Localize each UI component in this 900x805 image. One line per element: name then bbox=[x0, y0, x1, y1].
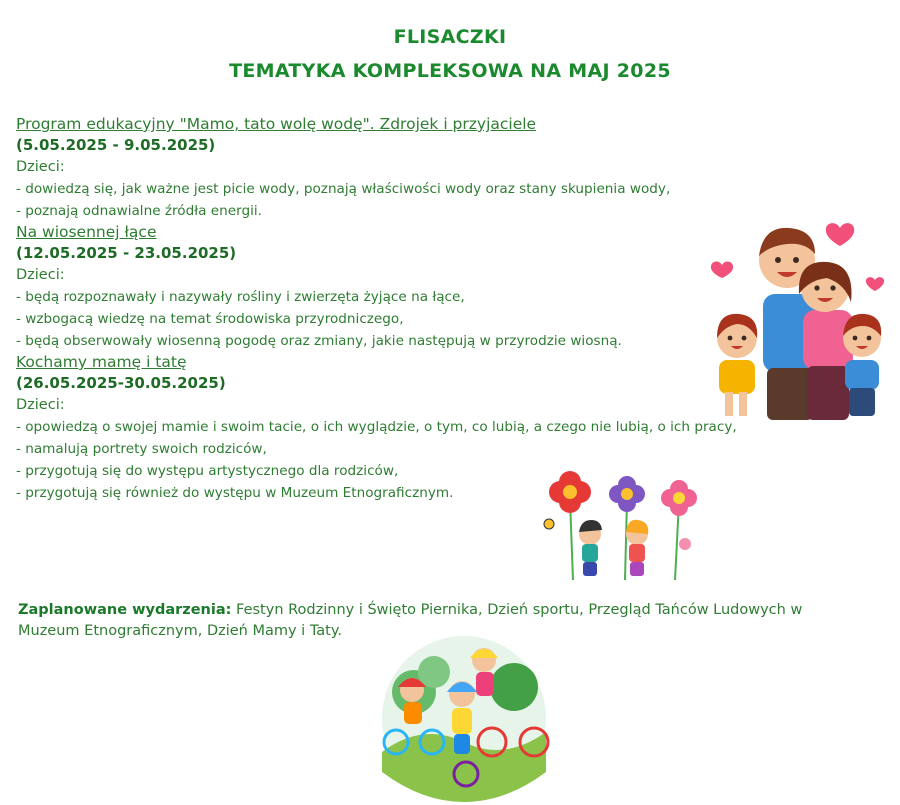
flower-icon bbox=[549, 471, 591, 513]
topic-item: - dowiedzą się, jak ważne jest picie wody, poznają właściwości wody oraz stany skupienia wody, bbox=[16, 181, 671, 197]
topic-item: - będą rozpoznawały i nazywały rośliny i zwierzęta żyjące na łące, bbox=[16, 289, 465, 305]
heart-icon bbox=[866, 277, 884, 291]
topic-label: Dzieci: bbox=[16, 159, 65, 175]
heart-icon bbox=[826, 223, 854, 246]
heart-icon bbox=[711, 261, 733, 278]
topic-dates: (5.05.2025 - 9.05.2025) bbox=[16, 136, 216, 154]
topic-item: - namalują portrety swoich rodziców, bbox=[16, 441, 267, 457]
topic-heading: Program edukacyjny "Mamo, tato wolę wodę". Zdrojek i przyjaciele bbox=[16, 115, 537, 133]
topic-heading: Kochamy mamę i tatę bbox=[16, 353, 187, 371]
topic-item: - będą obserwowały wiosenną pogodę oraz zmiany, jakie następują w przyrodzie wiosną. bbox=[16, 333, 622, 349]
topic-label: Dzieci: bbox=[16, 267, 65, 283]
events-label: Zaplanowane wydarzenia: bbox=[18, 602, 232, 618]
butterfly-icon bbox=[679, 538, 691, 550]
topic-item: - wzbogacą wiedzę na temat środowiska przyrodniczego, bbox=[16, 311, 404, 327]
bee-icon bbox=[544, 519, 554, 529]
flower-icon bbox=[609, 476, 645, 512]
topic-item: - opowiedzą o swojej mamie i swoim tacie, o ich wyglądzie, o tym, co lubią, a czego nie lubią, o ich pracy, bbox=[16, 419, 737, 435]
topic-dates: (12.05.2025 - 23.05.2025) bbox=[16, 244, 237, 262]
topic-dates: (26.05.2025-30.05.2025) bbox=[16, 374, 226, 392]
events-text: Festyn Rodzinny i Święto Piernika, Dzień sportu, Przegląd Tańców Ludowych w Muzeum Etnograficznym, Dzień Mamy i Taty. bbox=[18, 602, 803, 639]
page-subtitle: TEMATYKA KOMPLEKSOWA NA MAJ 2025 bbox=[229, 60, 671, 82]
topic-item: - przygotują się do występu artystycznego dla rodziców, bbox=[16, 463, 399, 479]
page-title: FLISACZKI bbox=[393, 26, 507, 48]
cycling-kids-illustration bbox=[374, 632, 554, 802]
flower-icon bbox=[661, 480, 697, 516]
topic-heading: Na wiosennej łące bbox=[16, 223, 157, 241]
family-illustration bbox=[705, 210, 890, 425]
topic-label: Dzieci: bbox=[16, 397, 65, 413]
topic-item: - przygotują się również do występu w Muzeum Etnograficznym. bbox=[16, 485, 454, 501]
topic-item: - poznają odnawialne źródła energii. bbox=[16, 203, 262, 219]
flowers-kids-illustration bbox=[535, 470, 710, 585]
topic-section bbox=[16, 114, 836, 222]
